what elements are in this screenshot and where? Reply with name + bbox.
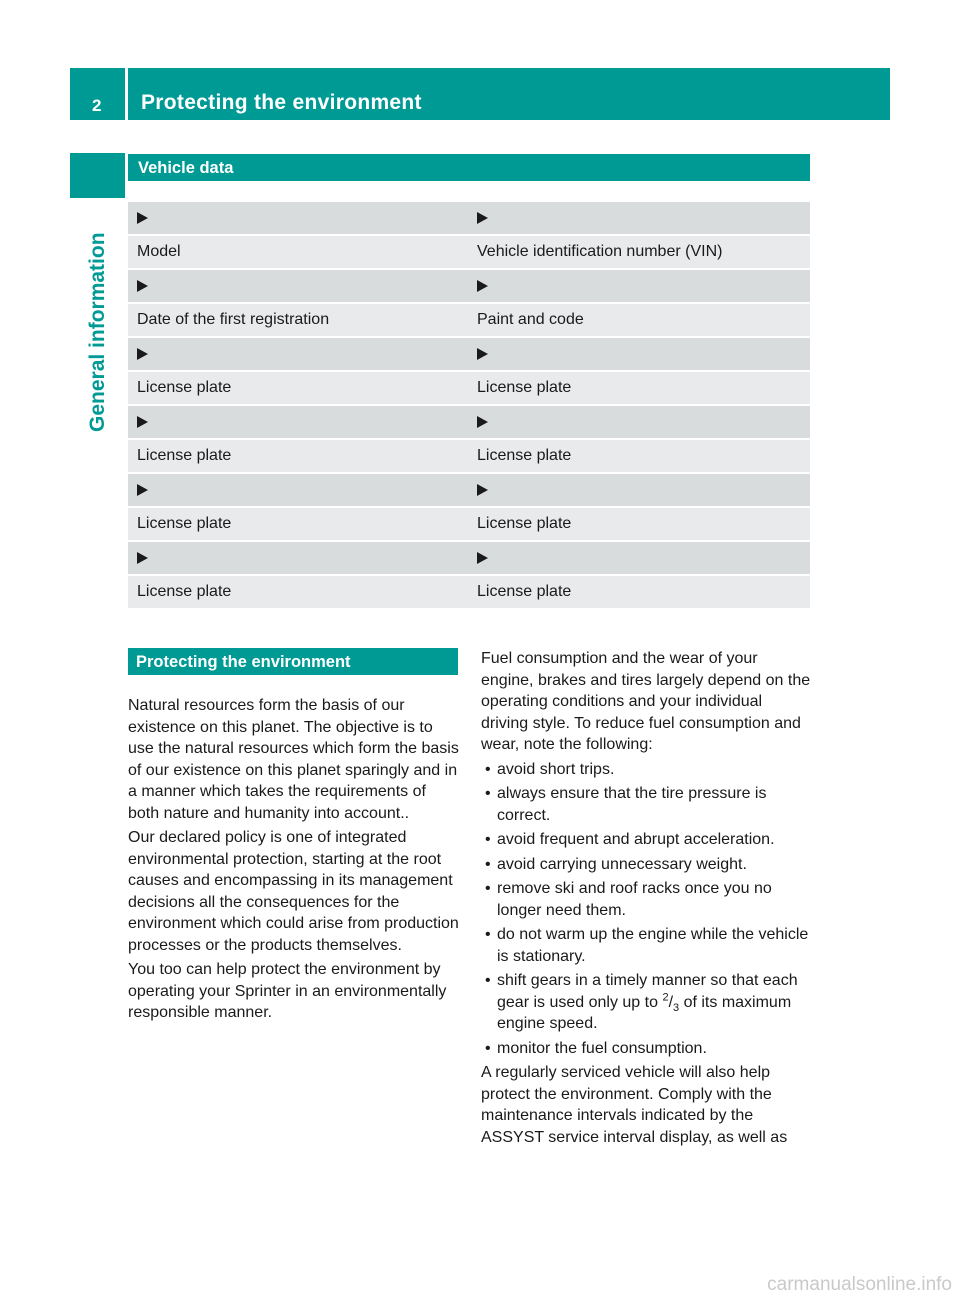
table-row [128, 236, 810, 268]
vehicle-data-heading: Vehicle data [128, 154, 810, 181]
gear-tip-text-end: of its maximum engine speed. [497, 993, 792, 1032]
field-label-paint-code: Paint and code [477, 311, 584, 328]
triangle-arrow-icon [137, 348, 148, 360]
field-label-license-plate: License plate [477, 515, 572, 532]
table-row [128, 576, 810, 608]
body-paragraph: Natural resources form the basis of our existence on this planet. The objective is to use the natural resources which form the basis of our existence on this planet sparingly and in a manner which takes the requirements of both nature and humanity into account.. [128, 697, 459, 822]
triangle-arrow-icon [477, 484, 488, 496]
intro-paragraph: Fuel consumption and the wear of your engine, brakes and tires largely depend on the operating conditions and your individual driving style. To reduce fuel consumption and wear, note the following: [481, 650, 811, 753]
list-item: • avoid carrying unnecessary weight. [481, 854, 813, 876]
field-label-license-plate: License plate [137, 379, 232, 396]
page-header-title: Protecting the environment [128, 68, 890, 120]
table-row-arrows [128, 474, 810, 506]
page-number: 2 [70, 68, 125, 120]
field-label-first-registration: Date of the first registration [137, 311, 330, 328]
sidebar-tab-marker [70, 153, 125, 198]
table-row-arrows [128, 338, 810, 370]
triangle-arrow-icon [477, 280, 488, 292]
fraction-denominator: 3 [673, 1001, 680, 1014]
triangle-arrow-icon [137, 416, 148, 428]
list-item: • do not warm up the engine while the vehicle is stationary. [481, 924, 813, 967]
table-row [128, 508, 810, 540]
field-label-license-plate: License plate [137, 515, 232, 532]
closing-paragraph: A regularly serviced vehicle will also help protect the environment. Comply with the maintenance intervals indicated by the ASSYST service interval display, as well as [481, 1064, 788, 1146]
right-text-column [481, 648, 813, 1151]
list-item: • always ensure that the tire pressure is correct. [481, 783, 813, 826]
table-row [128, 304, 810, 336]
triangle-arrow-icon [477, 416, 488, 428]
triangle-arrow-icon [477, 212, 488, 224]
fraction-slash: / [668, 993, 674, 1011]
sidebar-section-label: General information [86, 232, 109, 432]
fraction-numerator: 2 [662, 991, 669, 1004]
field-label-license-plate: License plate [137, 447, 232, 464]
list-item: • avoid short trips. [481, 759, 813, 781]
triangle-arrow-icon [137, 552, 148, 564]
triangle-arrow-icon [477, 552, 488, 564]
table-row [128, 372, 810, 404]
triangle-arrow-icon [137, 212, 148, 224]
tips-list [481, 759, 813, 1060]
table-row-arrows [128, 406, 810, 438]
table-row-arrows [128, 270, 810, 302]
left-text-column [128, 695, 460, 1027]
table-row-arrows [128, 202, 810, 234]
body-paragraph: Our declared policy is one of integrated environmental protection, starting at the root causes and encompassing in its management decisions all the consequences for the environment which could arise from production processes or the products themselves. [128, 829, 459, 954]
triangle-arrow-icon [137, 484, 148, 496]
field-label-license-plate: License plate [137, 583, 232, 600]
field-label-model: Model [137, 243, 181, 260]
list-item [481, 970, 813, 1035]
environment-heading: Protecting the environment [128, 648, 458, 675]
field-label-license-plate: License plate [477, 379, 572, 396]
list-item: • remove ski and roof racks once you no longer need them. [481, 878, 813, 921]
watermark-text: carmanualsonline.info [767, 1274, 952, 1295]
vehicle-data-table [128, 202, 810, 610]
triangle-arrow-icon [137, 280, 148, 292]
field-label-license-plate: License plate [477, 447, 572, 464]
triangle-arrow-icon [477, 348, 488, 360]
list-item: • monitor the fuel consumption. [481, 1038, 813, 1060]
field-label-vin: Vehicle identification number (VIN) [477, 243, 723, 260]
table-row [128, 440, 810, 472]
body-paragraph: You too can help protect the environment by operating your Sprinter in an environmentally responsible manner. [128, 961, 447, 1021]
table-row-arrows [128, 542, 810, 574]
field-label-license-plate: License plate [477, 583, 572, 600]
list-item: • avoid frequent and abrupt acceleration. [481, 829, 813, 851]
gear-tip-text: shift gears in a timely manner so that each gear is used only up to [497, 972, 798, 1011]
